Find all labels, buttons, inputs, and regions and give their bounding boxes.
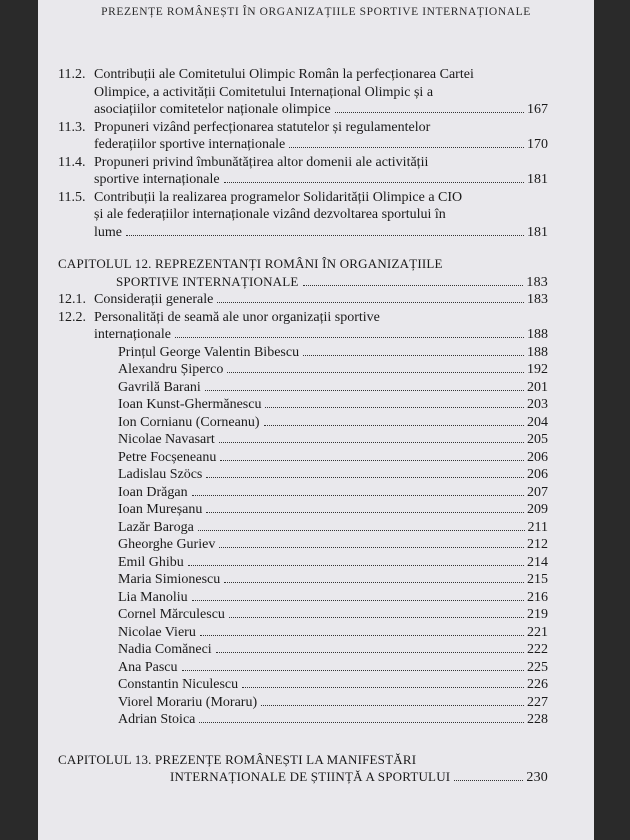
list-item — [118, 606, 548, 624]
leader-dots — [227, 372, 524, 373]
person-name: Lazăr Baroga — [118, 519, 194, 535]
page-number: 226 — [527, 677, 548, 692]
running-header: PREZENȚE ROMÂNEȘTI ÎN ORGANIZAȚIILE SPORTIVE INTERNAȚIONALE — [101, 6, 531, 18]
page-number: 183 — [527, 292, 548, 307]
page-number: 225 — [527, 659, 548, 675]
person-name: Ioan Mureșanu — [118, 502, 203, 517]
page-number: 206 — [527, 467, 548, 482]
entry-title-line: sportive internaționale — [94, 172, 220, 187]
entry-title-line: Olimpice, a activității Comitetului Internațional Olimpic și a — [94, 84, 434, 100]
leader-dots — [303, 285, 524, 286]
person-name: Ioan Drăgan — [118, 484, 188, 500]
page-number: 188 — [527, 327, 548, 342]
person-name: Ion Cornianu (Corneanu) — [118, 414, 260, 430]
leader-dots — [219, 442, 524, 443]
leader-dots — [224, 182, 524, 183]
person-name: Adrian Stoica — [118, 712, 196, 727]
person-name: Ioan Kunst-Ghermănescu — [118, 397, 262, 412]
toc-entry-12-1 — [58, 291, 548, 309]
list-item — [118, 431, 548, 449]
person-name: Ana Pascu — [118, 659, 178, 675]
page-number: 183 — [526, 274, 548, 290]
person-name: Maria Simionescu — [118, 572, 221, 587]
leader-dots — [224, 582, 524, 583]
person-name: Lia Manoliu — [118, 589, 188, 605]
section-number: 11.4. — [58, 154, 86, 170]
person-name: Cornel Mărculescu — [118, 607, 225, 622]
leader-dots — [216, 652, 524, 653]
entry-title-line: Contribuții ale Comitetului Olimpic Român la perfecționarea Cartei — [94, 67, 474, 82]
page-number: 205 — [527, 432, 548, 447]
leader-dots — [206, 512, 524, 513]
entry-title-line: internaționale — [94, 327, 171, 342]
person-name: Nicolae Vieru — [118, 624, 196, 640]
person-name: Petre Focșeneanu — [118, 449, 217, 465]
section-number: 11.5. — [58, 189, 86, 205]
toc-entry-11-3 — [58, 119, 548, 154]
page-number: 192 — [527, 362, 548, 377]
leader-dots — [182, 670, 525, 671]
page-number: 206 — [527, 449, 548, 465]
page-number: 227 — [527, 694, 548, 710]
leader-dots — [229, 617, 524, 618]
leader-dots — [175, 337, 524, 338]
entry-title-line: federațiilor sportive internaționale — [94, 137, 286, 152]
chapter-title-line: SPORTIVE INTERNAȚIONALE — [116, 273, 299, 289]
list-item — [118, 624, 548, 642]
page-number: 203 — [527, 397, 548, 412]
entry-title-line: Propuneri privind îmbunătățirea altor domenii ale activității — [94, 154, 429, 170]
list-item — [118, 676, 548, 694]
page-number: 188 — [527, 344, 548, 360]
leader-dots — [219, 547, 524, 548]
leader-dots — [264, 425, 524, 426]
toc-entry-11-2 — [58, 66, 548, 119]
toc-chapter-13 — [58, 751, 548, 787]
entry-title-line: Considerații generale — [94, 292, 214, 307]
entry-title-line: Propuneri vizând perfecționarea statutelor și regulamentelor — [94, 119, 431, 135]
leader-dots — [335, 112, 524, 113]
entry-title-line: Personalități de seamă ale unor organizații sportive — [94, 309, 380, 325]
page-number: 221 — [527, 624, 548, 640]
entry-title-line: asociațiilor comitetelor naționale olimpice — [94, 102, 331, 117]
list-item — [118, 519, 548, 537]
leader-dots — [205, 390, 524, 391]
list-item — [118, 659, 548, 677]
page-number: 207 — [527, 484, 548, 500]
toc-entry-11-5 — [58, 189, 548, 242]
page-number: 216 — [527, 589, 548, 605]
leader-dots — [192, 495, 524, 496]
page-number: 215 — [527, 572, 548, 587]
leader-dots — [217, 302, 524, 303]
leader-dots — [303, 355, 524, 356]
page-number: 204 — [527, 414, 548, 430]
section-number: 11.3. — [58, 119, 86, 135]
page-number: 211 — [527, 519, 548, 535]
person-name: Gheorghe Guriev — [118, 537, 216, 552]
entry-title-line: Contribuții la realizarea programelor Solidarității Olimpice a CIO — [94, 189, 463, 205]
list-item — [118, 554, 548, 572]
page-number: 230 — [526, 770, 548, 785]
section-number: 12.2. — [58, 309, 86, 325]
page-number: 222 — [527, 642, 548, 657]
list-item — [118, 414, 548, 432]
entry-title-line: și ale federațiilor internaționale vizând dezvoltarea sportului în — [94, 207, 446, 222]
entry-title-line: lume — [94, 224, 122, 240]
person-name: Viorel Morariu (Moraru) — [118, 694, 258, 710]
leader-dots — [289, 147, 524, 148]
list-item — [118, 466, 548, 484]
leader-dots — [192, 600, 524, 601]
list-item — [118, 571, 548, 589]
leader-dots — [126, 235, 524, 236]
list-item — [118, 589, 548, 607]
page-number: 219 — [527, 607, 548, 622]
leader-dots — [188, 565, 524, 566]
person-name: Constantin Niculescu — [118, 677, 239, 692]
page-number: 181 — [527, 172, 548, 187]
list-item — [118, 501, 548, 519]
person-name: Prințul George Valentin Bibescu — [118, 344, 300, 360]
list-item — [118, 536, 548, 554]
toc-chapter-12 — [58, 255, 548, 291]
page-number: 214 — [527, 554, 548, 570]
person-name: Nadia Comăneci — [118, 642, 212, 657]
toc-entry-12-2 — [58, 309, 548, 344]
leader-dots — [198, 530, 525, 531]
page-number: 167 — [527, 102, 548, 117]
leader-dots — [454, 780, 523, 781]
person-name: Gavrilă Barani — [118, 379, 201, 395]
section-number: 12.1. — [58, 292, 86, 307]
page-number: 209 — [527, 502, 548, 517]
leader-dots — [242, 687, 524, 688]
personalities-list — [58, 344, 548, 729]
leader-dots — [261, 705, 524, 706]
list-item — [118, 379, 548, 397]
list-item — [118, 344, 548, 362]
page-number: 228 — [527, 712, 548, 727]
list-item — [118, 711, 548, 729]
leader-dots — [265, 407, 524, 408]
list-item — [118, 396, 548, 414]
leader-dots — [220, 460, 524, 461]
page-number: 170 — [527, 137, 548, 152]
section-number: 11.2. — [58, 67, 86, 82]
table-of-contents — [58, 66, 548, 787]
page-number: 212 — [527, 537, 548, 552]
chapter-title-line: CAPITOLUL 13. PREZENȚE ROMÂNEȘTI LA MANIFESTĂRI — [58, 751, 417, 767]
leader-dots — [200, 635, 524, 636]
leader-dots — [206, 477, 524, 478]
person-name: Alexandru Șiperco — [118, 362, 224, 377]
chapter-title-line: INTERNAȚIONALE DE ȘTIINȚĂ A SPORTULUI — [170, 769, 451, 784]
person-name: Ladislau Szöcs — [118, 467, 203, 482]
list-item — [118, 484, 548, 502]
person-name: Emil Ghibu — [118, 554, 184, 570]
toc-entry-11-4 — [58, 154, 548, 189]
list-item — [118, 641, 548, 659]
page-number: 181 — [527, 224, 548, 240]
list-item — [118, 449, 548, 467]
list-item — [118, 694, 548, 712]
page-number: 201 — [527, 379, 548, 395]
list-item — [118, 361, 548, 379]
chapter-title-line: CAPITOLUL 12. REPREZENTANȚI ROMÂNI ÎN ORGANIZAȚIILE — [58, 256, 443, 271]
person-name: Nicolae Navasart — [118, 432, 215, 447]
leader-dots — [199, 722, 524, 723]
